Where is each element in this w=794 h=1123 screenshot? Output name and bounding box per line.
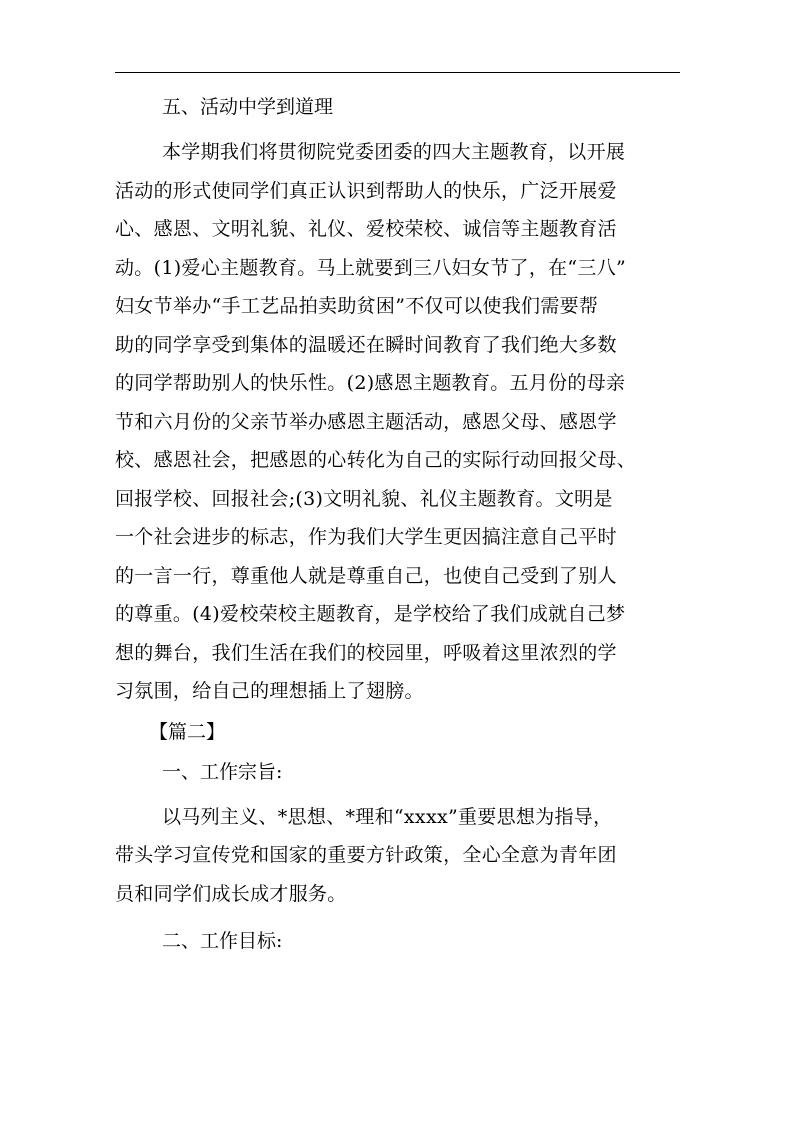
paragraph-line: 节和六月份的父亲节举办感恩主题活动，感恩父母、感恩学: [115, 410, 617, 433]
paragraph-line: 回报学校、回报社会;(3)文明礼貌、礼仪主题教育。文明是: [115, 487, 613, 510]
work-purpose-paragraph: [115, 798, 685, 914]
paragraph-line: 妇女节举办“手工艺品拍卖助贫困”不仅可以使我们需要帮: [115, 295, 599, 317]
paragraph-line: 以马列主义、*思想、*理和“xxxx”重要思想为指导，: [162, 805, 613, 828]
paragraph-line: 心、感恩、文明礼貌、礼仪、爱校荣校、诚信等主题教育活: [115, 218, 617, 240]
section-five-heading: 五、活动中学到道理: [162, 96, 334, 118]
paragraph-line: 助的同学享受到集体的温暖还在瞬时间教育了我们绝大多数: [115, 333, 617, 356]
work-purpose-heading: 一、工作宗旨:: [162, 760, 283, 783]
paragraph-line: 带头学习宣传党和国家的重要方针政策，全心全意为青年团: [115, 844, 617, 866]
document-body: [115, 91, 685, 958]
paragraph-line: 校、感恩社会，把感恩的心转化为自己的实际行动回报父母、: [115, 449, 637, 471]
paragraph-line: 想的舞台，我们生活在我们的校园里，呼吸着这里浓烈的学: [115, 641, 617, 664]
paragraph-line: 的尊重。(4)爱校荣校主题教育，是学校给了我们成就自己梦: [115, 603, 626, 625]
work-goal-heading: 二、工作目标:: [162, 930, 283, 952]
paragraph-line: 一个社会进步的标志，作为我们大学生更因搞注意自己平时: [115, 526, 617, 548]
part-two-label: 【篇二】: [149, 720, 226, 743]
paragraph-line: 动。(1)爱心主题教育。马上就要到三八妇女节了，在“三八”: [115, 256, 627, 279]
paragraph-line: 活动的形式使同学们真正认识到帮助人的快乐，广泛开展爱: [115, 179, 617, 202]
paragraph-line: 习氛围，给自己的理想插上了翅膀。: [115, 680, 424, 702]
paragraph-line: 本学期我们将贯彻院党委团委的四大主题教育，以开展: [162, 141, 626, 163]
paragraph-line: 的一言一行，尊重他人就是尊重自己，也使自己受到了别人: [115, 564, 617, 587]
paragraph-line: 的同学帮助别人的快乐性。(2)感恩主题教育。五月份的母亲: [115, 372, 626, 394]
section-five-paragraph: [115, 133, 685, 711]
paragraph-line: 员和同学们成长成才服务。: [115, 882, 347, 905]
header-rule: [115, 72, 680, 73]
